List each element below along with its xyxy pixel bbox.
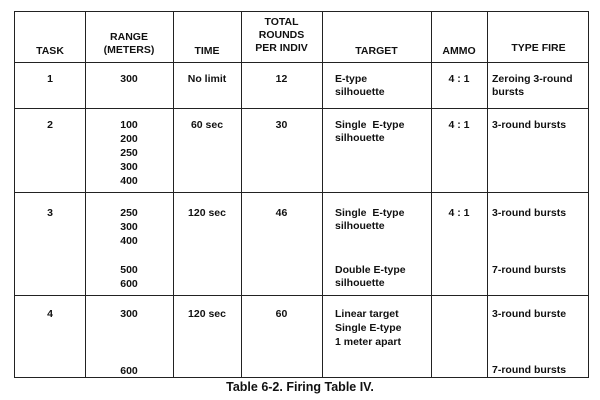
row3-range-1: 250	[120, 207, 138, 219]
header-target: TARGET	[355, 45, 398, 57]
row4-type-fire-b: 7-round bursts	[492, 364, 567, 376]
row1-task: 1	[47, 73, 53, 85]
row2-task: 2	[47, 119, 53, 131]
row3-rounds: 46	[275, 207, 288, 219]
row2-ammo: 4 : 1	[448, 119, 470, 131]
column-divider	[431, 12, 432, 377]
row1-type-fire-line2: bursts	[492, 86, 525, 98]
row2-rounds: 30	[275, 119, 288, 131]
row3-ammo: 4 : 1	[448, 207, 470, 219]
row2-range-4: 300	[120, 161, 138, 173]
row2-type-fire: 3-round bursts	[492, 119, 567, 131]
row2-range-5: 400	[120, 175, 138, 187]
row2-target-line1: Single E-type	[335, 119, 405, 131]
row1-ammo: 4 : 1	[448, 73, 470, 85]
row1-range: 300	[120, 73, 138, 85]
row-divider	[15, 108, 588, 109]
row3-type-fire-a: 3-round bursts	[492, 207, 567, 219]
row4-target-line3: 1 meter apart	[335, 336, 401, 348]
row3-target-a-line2: silhouette	[335, 220, 385, 232]
row3-task: 3	[47, 207, 53, 219]
column-divider	[487, 12, 488, 377]
header-divider	[15, 62, 588, 63]
header-task: TASK	[36, 45, 64, 57]
row3-range-3: 400	[120, 235, 138, 247]
row1-target-line2: silhouette	[335, 86, 385, 98]
row2-time: 60 sec	[190, 119, 224, 131]
header-rounds-line2: ROUNDS	[258, 29, 305, 41]
firing-table	[14, 11, 589, 378]
column-divider	[173, 12, 174, 377]
row4-type-fire-a: 3-round burste	[492, 308, 567, 320]
row3-target-b-line1: Double E-type	[335, 264, 406, 276]
row2-target-line2: silhouette	[335, 132, 385, 144]
row1-time: No limit	[187, 73, 227, 85]
row-divider	[15, 295, 588, 296]
row3-type-fire-b: 7-round bursts	[492, 264, 567, 276]
row2-range-1: 100	[120, 119, 138, 131]
header-time: TIME	[194, 45, 220, 57]
row4-time: 120 sec	[188, 308, 226, 320]
table-caption: Table 6-2. Firing Table IV.	[226, 380, 374, 394]
row3-range-4: 500	[120, 264, 138, 276]
row4-target-line2: Single E-type	[335, 322, 402, 334]
row4-rounds: 60	[275, 308, 288, 320]
row3-target-b-line2: silhouette	[335, 277, 385, 289]
column-divider	[241, 12, 242, 377]
row4-target-line1: Linear target	[335, 308, 399, 320]
header-ammo: AMMO	[442, 45, 476, 57]
row1-rounds: 12	[275, 73, 288, 85]
header-range: RANGE	[110, 31, 148, 43]
row4-range-2: 600	[120, 365, 138, 377]
column-divider	[85, 12, 86, 377]
column-divider	[322, 12, 323, 377]
header-type-fire: TYPE FIRE	[511, 42, 566, 54]
row3-range-5: 600	[120, 278, 138, 290]
row-divider	[15, 192, 588, 193]
row3-time: 120 sec	[188, 207, 226, 219]
row4-range-1: 300	[120, 308, 138, 320]
header-range-unit: (METERS)	[103, 44, 155, 56]
row3-target-a-line1: Single E-type	[335, 207, 405, 219]
header-rounds-line1: TOTAL	[264, 16, 299, 28]
row1-target-line1: E-type	[335, 73, 368, 85]
row2-range-2: 200	[120, 133, 138, 145]
row1-type-fire-line1: Zeroing 3-round	[492, 73, 573, 85]
header-rounds-line3: PER INDIV	[255, 42, 308, 54]
row4-task: 4	[47, 308, 53, 320]
row2-range-3: 250	[120, 147, 138, 159]
row3-range-2: 300	[120, 221, 138, 233]
